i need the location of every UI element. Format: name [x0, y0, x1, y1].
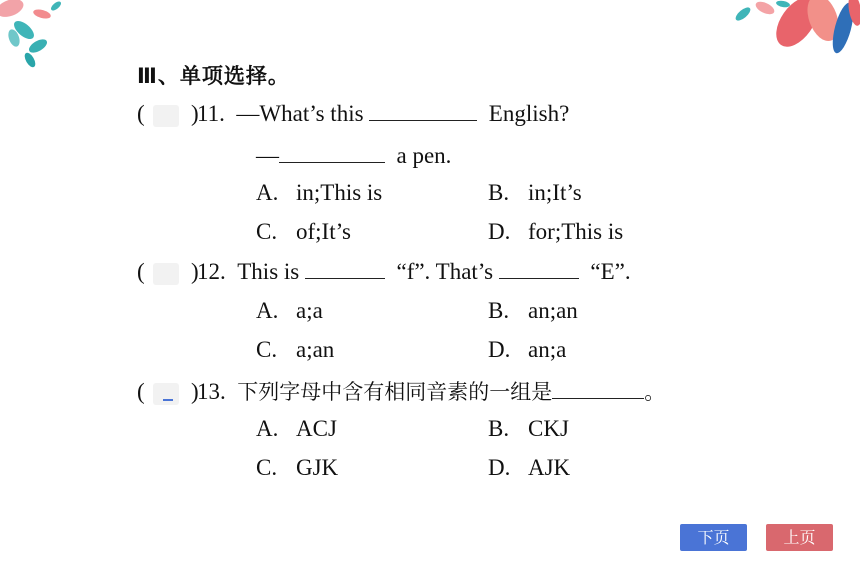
option-b[interactable]: B. in;It’s: [488, 180, 582, 205]
question-12-stem: ( ) 12. This is “f”. That’s “E”.: [137, 259, 631, 284]
option-b[interactable]: B. an;an: [488, 298, 578, 323]
question-11-stem-line2: — a pen.: [256, 143, 452, 168]
answer-box[interactable]: [153, 105, 179, 127]
floral-leaves-icon: [735, 0, 860, 62]
option-a[interactable]: A. ACJ: [256, 416, 337, 441]
answer-blank: [305, 258, 385, 279]
answer-box[interactable]: [153, 263, 179, 285]
option-d[interactable]: D. for;This is: [488, 219, 624, 244]
answer-box[interactable]: [153, 383, 179, 405]
option-b[interactable]: B. CKJ: [488, 416, 569, 441]
question-13-stem: ( ) 13. 下列字母中含有相同音素的一组是 。: [137, 379, 666, 404]
question-number: 12.: [197, 259, 226, 284]
option-a[interactable]: A. in;This is: [256, 180, 383, 205]
answer-blank: [552, 378, 644, 399]
section-title: Ⅲ、单项选择。: [137, 64, 290, 88]
option-d[interactable]: D. an;a: [488, 337, 567, 362]
next-page-button[interactable]: 下页: [680, 524, 747, 551]
option-d[interactable]: D. AJK: [488, 455, 571, 480]
question-11-stem: ( ) 11. —What’s this English?: [137, 101, 570, 126]
option-a[interactable]: A. a;a: [256, 298, 323, 323]
prev-page-button[interactable]: 上页: [766, 524, 833, 551]
option-c[interactable]: C. a;an: [256, 337, 335, 362]
answer-blank: [279, 142, 385, 163]
option-c[interactable]: C. GJK: [256, 455, 339, 480]
answer-blank: [369, 100, 477, 121]
question-number: 11.: [197, 101, 225, 126]
option-c[interactable]: C. of;It’s: [256, 219, 351, 244]
question-number: 13.: [197, 379, 226, 404]
answer-blank: [499, 258, 579, 279]
floral-leaves-icon: [0, 0, 95, 80]
